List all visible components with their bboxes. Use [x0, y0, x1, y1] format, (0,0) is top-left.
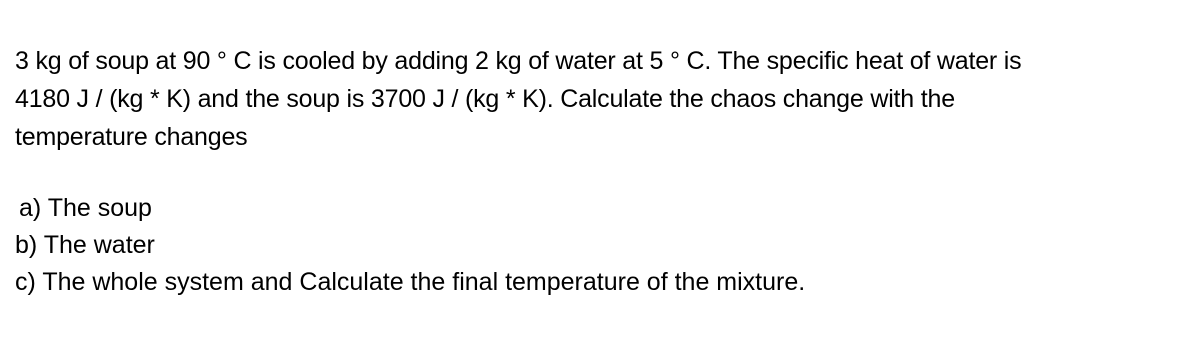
document-page: [15, 42, 1185, 301]
problem-line-2: 4180 J / (kg * K) and the soup is 3700 J / (kg * K). Calculate the chaos change with the: [15, 85, 955, 113]
part-b: b) The water: [15, 231, 155, 259]
part-a: a) The soup: [19, 194, 152, 222]
part-c: c) The whole system and Calculate the final temperature of the mixture.: [15, 268, 806, 296]
problem-line-3: temperature changes: [15, 123, 248, 151]
problem-line-1: 3 kg of soup at 90 ° C is cooled by adding 2 kg of water at 5 ° C. The specific heat of water is: [15, 47, 1022, 75]
problem-statement: [15, 42, 1185, 156]
question-parts: [15, 190, 1185, 301]
